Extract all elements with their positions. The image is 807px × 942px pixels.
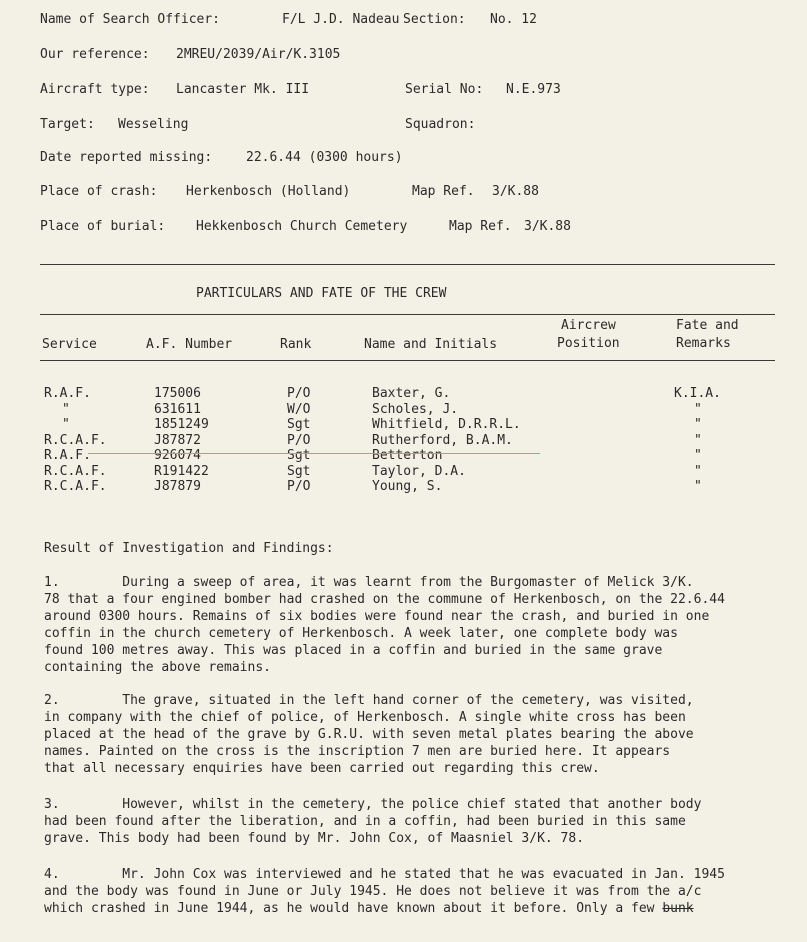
section-label: Section: [403,12,466,27]
crew-name: Betterton [372,448,443,463]
crew-fate: K.I.A. [674,386,721,401]
crew-name: Whitfield, D.R.R.L. [372,417,521,432]
aircraft-type-label: Aircraft type: [40,82,150,97]
col-aircrew: Aircrew [561,318,616,333]
crew-service: R.C.A.F. [44,479,107,494]
crew-name: Young, S. [372,479,443,494]
date-missing-label: Date reported missing: [40,150,213,165]
paragraph-1: 1. During a sweep of area, it was learnt from the Burgomaster of Melick 3/K. 78 that a four engined bomber had crashed on the commune of Herkenbosch, on the 22.6.44 around 0300 hours. Remains of six bodies were found near the crash, and buried in one coffin in the church cemetery of Herkenbosch. A week later, one complete body was found 100 metres away. This was placed in a coffin and buried in the same grave containing the above remains. [44,575,725,675]
col-service: Service [42,337,97,352]
crew-rank: Sgt [287,417,311,432]
place-of-burial-label: Place of burial: [40,219,166,234]
paragraph-3: 3. However, whilst in the cemetery, the police chief stated that another body had been found after the liberation, and in a coffin, had been buried in this same grave. This body had been found by Mr. John Cox, of Maasniel 3/K. 78. [44,797,702,846]
crew-fate: " [694,417,702,432]
crash-map-ref-value: 3/K.88 [492,184,539,199]
crew-fate: " [694,479,702,494]
place-of-burial-value: Hekkenbosch Church Cemetery [196,219,408,234]
paragraph-4-text: 4. Mr. John Cox was interviewed and he stated that he was evacuated in Jan. 1945 and the body was found in June or July 1945. He does not believe it was from the a/c which crashed in June 1944, as he would have known about it before. Only a few [44,867,725,916]
target-label: Target: [40,117,95,132]
crew-number: R191422 [154,463,209,479]
reference-value: 2MREU/2039/Air/K.3105 [176,47,341,62]
crew-name: Baxter, G. [372,386,451,401]
crew-service: R.A.F. [44,386,91,401]
date-missing-value: 22.6.44 (0300 hours) [246,150,403,165]
crew-service-column [44,386,107,495]
place-of-crash-value: Herkenbosch (Holland) [186,184,351,199]
crew-name-column [372,386,521,495]
burial-map-ref-label: Map Ref. [449,219,512,234]
crew-fate: " [694,401,702,417]
crew-number: 175006 [154,386,201,401]
crew-number: J87879 [154,479,201,494]
crew-section-title: PARTICULARS AND FATE OF THE CREW [196,286,447,301]
crew-fate-column [674,386,721,495]
serial-label: Serial No: [405,82,484,97]
col-remarks: Remarks [676,336,731,351]
crew-rank: P/O [287,432,311,448]
crew-rank: Sgt [287,448,311,463]
aircraft-type-value: Lancaster Mk. III [176,82,310,97]
col-fate: Fate and [676,318,739,333]
squadron-label: Squadron: [405,117,476,132]
crew-fate: " [694,448,702,463]
crew-fate: " [694,463,702,479]
col-name: Name and Initials [364,337,498,352]
paragraph-4 [44,866,774,917]
col-position: Position [557,336,620,351]
search-officer-label: Name of Search Officer: [40,12,221,27]
target-value: Wesseling [118,117,189,132]
crew-number: 1851249 [154,417,209,432]
crew-rank: P/O [287,386,311,401]
crew-rank: Sgt [287,463,311,479]
search-officer-value: F/L J.D. Nadeau [282,12,400,27]
crash-map-ref-label: Map Ref. [412,184,475,199]
crew-service: " [62,417,70,432]
crew-fate: " [694,432,702,448]
crew-number: J87872 [154,432,201,448]
serial-value: N.E.973 [506,82,561,97]
crew-service: " [62,401,70,417]
crew-rank: W/O [287,401,311,417]
divider-header-top [40,314,775,315]
crew-rank-column [287,386,310,495]
crew-number: 926074 [154,448,201,463]
crew-service: R.C.A.F. [44,463,107,479]
crew-rank: P/O [287,479,311,494]
section-value: No. 12 [490,12,537,27]
reference-label: Our reference: [40,47,150,62]
col-af-number: A.F. Number [146,337,233,352]
col-rank: Rank [280,337,312,352]
crew-name: Scholes, J. [372,401,459,417]
divider-top [40,264,775,265]
divider-header-bottom [40,360,775,361]
crew-number-column [154,386,209,495]
place-of-crash-label: Place of crash: [40,184,158,199]
struck-word: bunk [662,901,694,916]
red-underline-mark [88,453,540,454]
paragraph-2: 2. The grave, situated in the left hand corner of the cemetery, was visited, in company with the chief of police, of Herkenbosch. A single white cross has been placed at the head of the grave by G.R.U. with seven metal plates bearing the above names. Painted on the cross is the inscription 7 men are buried here. It appears that all necessary enquiries have been carried out regarding this crew. [44,693,694,776]
crew-service: R.A.F. [44,448,91,463]
result-title: Result of Investigation and Findings: [44,541,334,556]
burial-map-ref-value: 3/K.88 [524,219,571,234]
crew-number: 631611 [154,401,201,417]
crew-service: R.C.A.F. [44,432,107,448]
crew-name: Taylor, D.A. [372,463,466,479]
crew-name: Rutherford, B.A.M. [372,432,513,448]
